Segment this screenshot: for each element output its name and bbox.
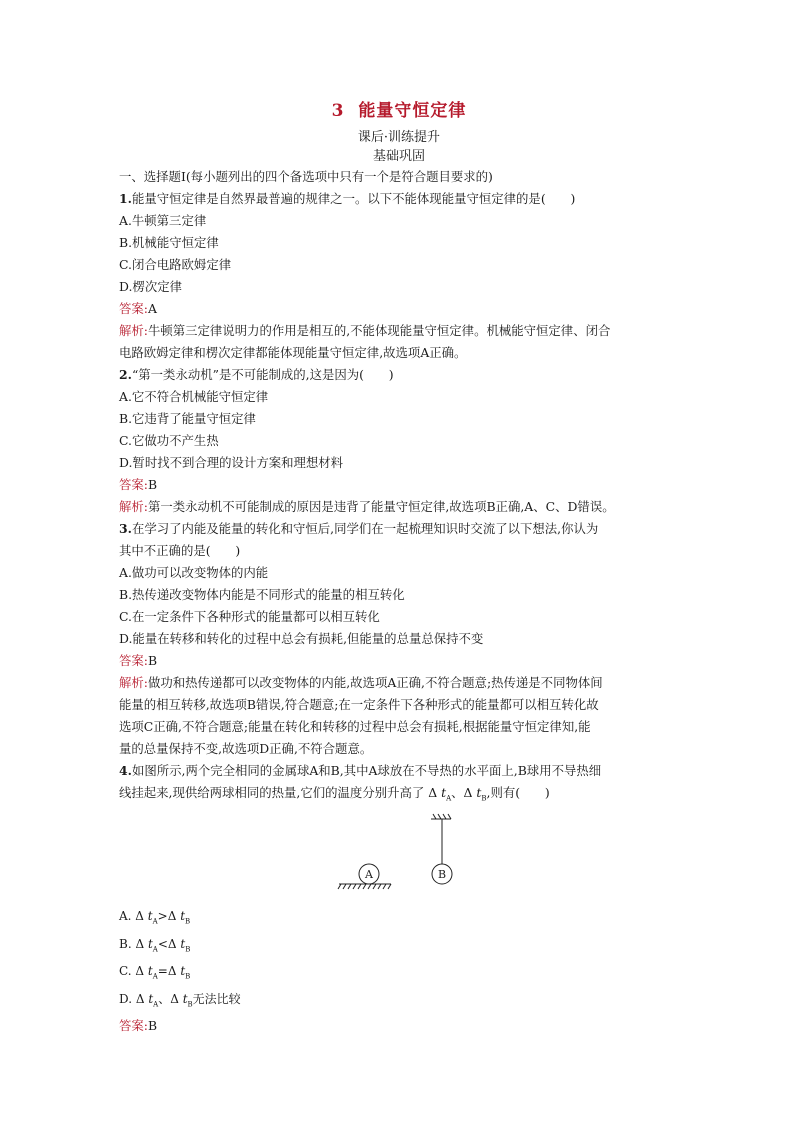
subtitle-practice: 课后·训练提升 xyxy=(357,130,441,145)
question-3-option-c: C.在一定条件下各种形式的能量都可以相互转化 xyxy=(119,609,380,624)
ground-surface xyxy=(338,884,391,889)
answer-label: 答案: xyxy=(119,653,148,668)
question-1-analysis-cont: 电路欧姆定律和楞次定律都能体现能量守恒定律,故选项A正确。 xyxy=(119,345,467,360)
question-3-analysis-cont-1: 能量的相互转移,故选项B错误,符合题意;在一定条件下各种形式的能量都可以相互转化故 xyxy=(119,697,599,712)
question-3-analysis: 解析:做功和热传递都可以改变物体的内能,故选项A正确,不符合题意;热传递是不同物体间 xyxy=(119,675,603,690)
question-3-option-d: D.能量在转移和转化的过程中总会有损耗,但能量的总量总保持不变 xyxy=(119,631,484,646)
analysis-label: 解析: xyxy=(119,323,148,338)
answer-label: 答案: xyxy=(119,301,148,316)
question-3-analysis-cont-2: 选项C正确,不符合题意;能量在转化和转移的过程中总会有损耗,根据能量守恒定律知,能 xyxy=(119,719,591,734)
question-3-option-a: A.做功可以改变物体的内能 xyxy=(119,565,269,580)
question-4-option-b: B. Δ $t_A<\Delta$ $t_B$ xyxy=(119,936,191,954)
section-heading: 一、选择题Ⅰ(每小题列出的四个备选项中只有一个是符合题目要求的) xyxy=(119,169,493,184)
question-1-option-a: A.牛顿第三定律 xyxy=(119,213,207,228)
subtitle-basic: 基础巩固 xyxy=(372,149,425,164)
question-4-figure xyxy=(119,811,679,901)
answer-label: 答案: xyxy=(119,477,148,492)
question-2-option-b: B.它违背了能量守恒定律 xyxy=(119,411,256,426)
document-page xyxy=(119,96,679,1037)
balls-diagram xyxy=(334,811,454,901)
question-4-option-c: C. Δ $t_A=\Delta$ $t_B$ xyxy=(119,964,191,981)
question-2-option-d: D.暂时找不到合理的设计方案和理想材料 xyxy=(119,455,344,470)
question-4-option-a: A. Δ $t_A>\Delta$ $t_B$ xyxy=(119,909,191,926)
question-4-answer: 答案:B xyxy=(119,1018,158,1034)
question-2-answer: 答案:B xyxy=(119,477,158,492)
question-2-option-c: C.它做功不产生热 xyxy=(119,433,219,448)
analysis-label: 解析: xyxy=(119,675,148,690)
question-2-analysis: 解析:第一类永动机不可能制成的原因是违背了能量守恒定律,故选项B正确,A、C、D错误。 xyxy=(119,499,615,514)
question-number: 4. xyxy=(119,763,132,778)
question-4-stem: 4.如图所示,两个完全相同的金属球A和B,其中A球放在不导热的水平面上,B球用不导热细 xyxy=(119,763,602,778)
question-1-answer: 答案:A xyxy=(119,301,157,316)
question-1-option-d: D.楞次定律 xyxy=(119,279,182,294)
title-number: 3 xyxy=(331,101,345,121)
question-3-answer: 答案:B xyxy=(119,653,158,668)
question-3-stem: 3.在学习了内能及能量的转化和守恒后,同学们在一起梳理知识时交流了以下想法,你认为 xyxy=(119,521,599,536)
question-1-analysis: 解析:牛顿第三定律说明力的作用是相互的,不能体现能量守恒定律。机械能守恒定律、闭合 xyxy=(119,323,611,338)
ceiling-support xyxy=(431,814,451,819)
question-2-option-a: A.它不符合机械能守恒定律 xyxy=(119,389,269,404)
page-title xyxy=(119,96,679,121)
question-1-option-b: B.机械能守恒定律 xyxy=(119,235,219,250)
question-number: 2. xyxy=(119,367,132,382)
question-1-option-c: C.闭合电路欧姆定律 xyxy=(119,257,232,272)
question-3-option-b: B.热传递改变物体内能是不同形式的能量的相互转化 xyxy=(119,587,405,602)
question-4-stem-cont: 线挂起来,现供给两球相同的热量,它们的温度分别升高了 Δ $t_A$、Δ $t_B$,则有( ) xyxy=(119,785,550,803)
title-text: 能量守恒定律 xyxy=(358,101,467,121)
question-3-stem-cont: 其中不正确的是( ) xyxy=(119,543,241,558)
analysis-label: 解析: xyxy=(119,499,148,514)
answer-label: 答案: xyxy=(119,1018,148,1034)
question-4-option-d: D. Δ $t_A$、Δ $t_B$无法比较 xyxy=(119,991,241,1009)
question-number: 3. xyxy=(119,521,132,536)
question-1-stem: 1.能量守恒定律是自然界最普遍的规律之一。以下不能体现能量守恒定律的是( ) xyxy=(119,191,576,206)
question-2-stem: 2.“第一类永动机”是不可能制成的,这是因为( ) xyxy=(119,367,394,382)
question-number: 1. xyxy=(119,191,132,206)
question-3-analysis-cont-3: 量的总量保持不变,故选项D正确,不符合题意。 xyxy=(119,741,373,756)
ball-b-label: B xyxy=(437,868,447,882)
ball-a-label: A xyxy=(365,868,373,882)
